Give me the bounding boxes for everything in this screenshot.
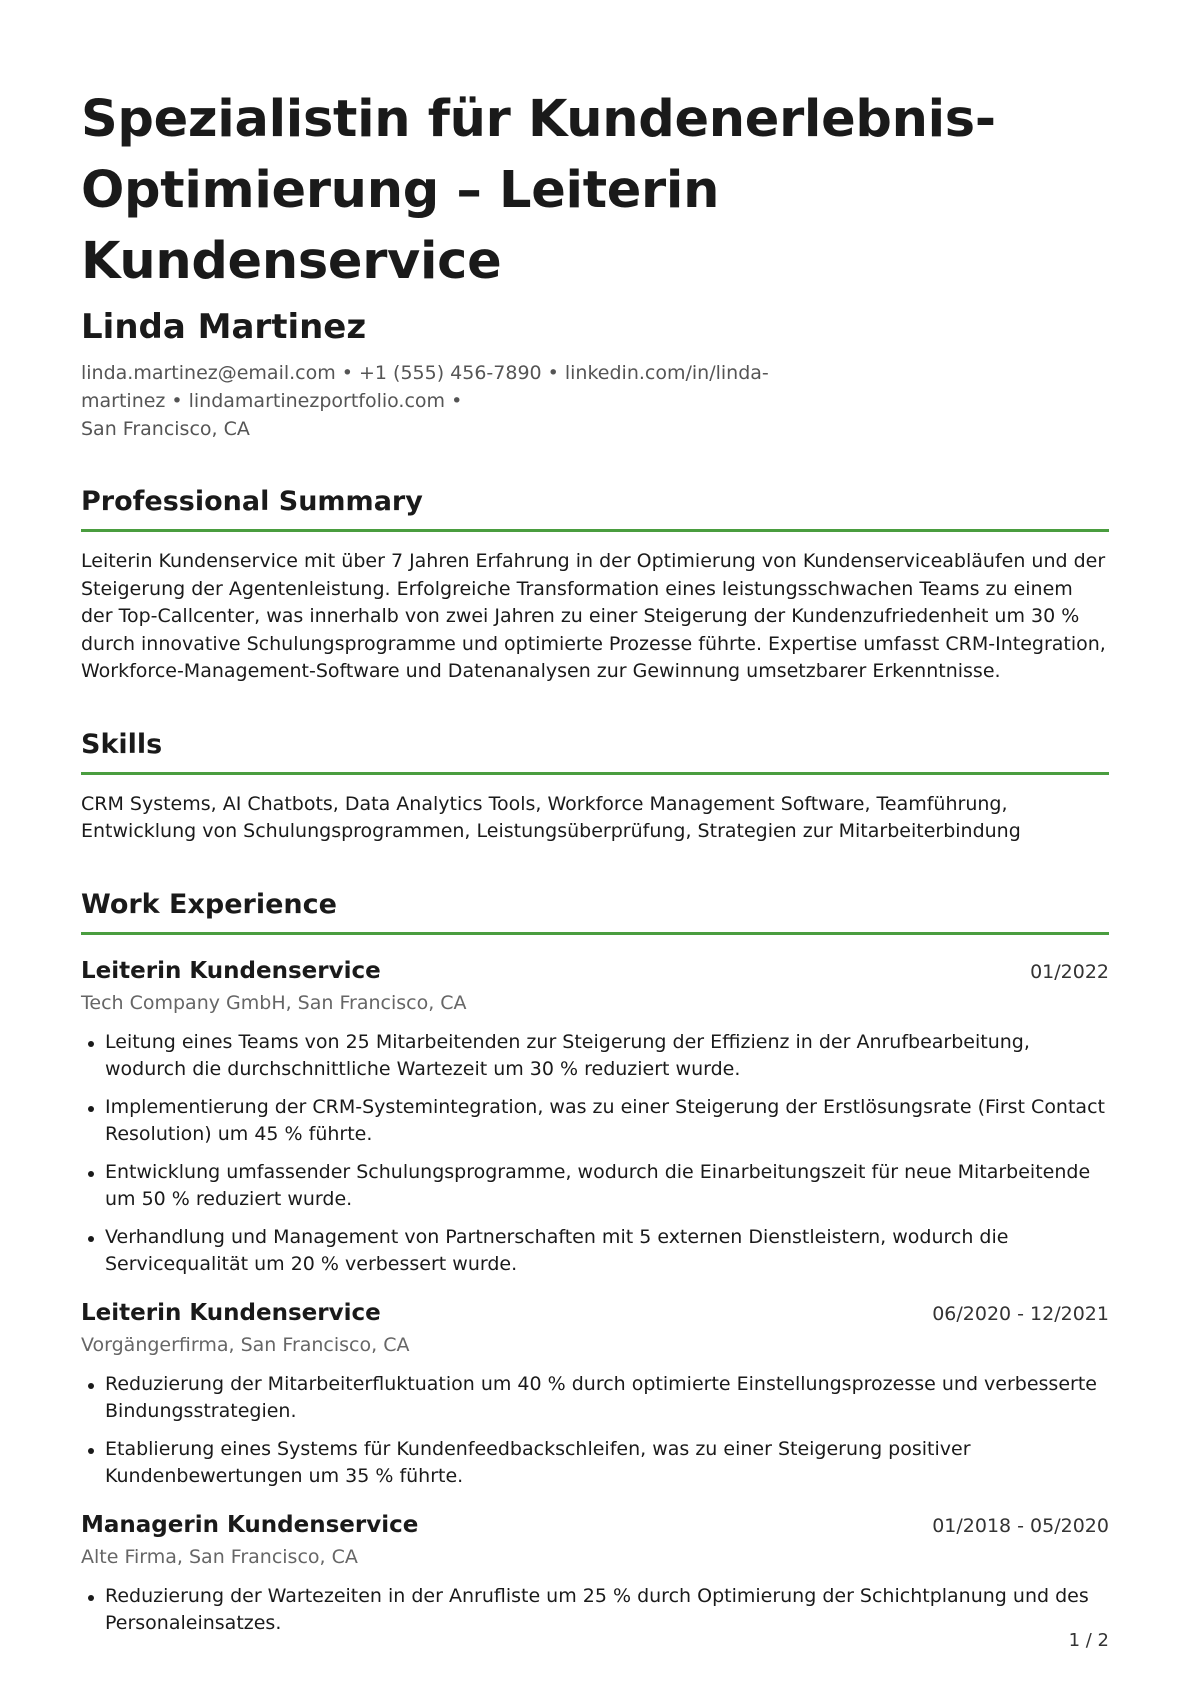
job-bullet: Leitung eines Teams von 25 Mitarbeitenden zur Steigerung der Effizienz in der Anrufbearbeitung, wodurch die durchschnittliche Wartezeit um 30 % reduziert wurde. <box>81 1029 1109 1084</box>
experience-section <box>81 886 1109 1638</box>
job-company: Alte Firma, San Francisco, CA <box>81 1545 358 1568</box>
job-company: Vorgängerfirma, San Francisco, CA <box>81 1333 410 1356</box>
contact-phone[interactable]: +1 (555) 456-7890 <box>358 362 542 384</box>
contact-separator: • <box>171 390 183 412</box>
job-entry <box>81 955 1109 1279</box>
job-date: 06/2020 - 12/2021 <box>932 1302 1109 1325</box>
contact-separator: • <box>547 362 559 384</box>
section-heading-experience: Work Experience <box>81 886 1109 935</box>
job-entry <box>81 1297 1109 1491</box>
contact-email[interactable]: linda.martinez@email.com <box>81 362 336 384</box>
contact-linkedin[interactable]: linkedin.com/in/linda-martinez <box>81 362 769 412</box>
job-title: Leiterin Kundenservice <box>81 957 381 984</box>
page-number: 1 / 2 <box>1068 1630 1109 1651</box>
job-bullets <box>81 1029 1109 1279</box>
summary-section <box>81 483 1109 686</box>
resume-title: Spezialistin für Kundenerlebnis-Optimierung – Leiterin Kundenservice <box>81 90 996 291</box>
job-bullet: Reduzierung der Wartezeiten in der Anrufliste um 25 % durch Optimierung der Schichtplanung und des Personaleinsatzes. <box>81 1583 1109 1638</box>
job-entry <box>81 1509 1109 1638</box>
contact-info <box>81 359 1109 443</box>
candidate-name: Linda Martinez <box>81 307 367 347</box>
job-bullet: Reduzierung der Mitarbeiterfluktuation um 40 % durch optimierte Einstellungsprozesse und verbesserte Bindungsstrategien. <box>81 1371 1109 1426</box>
contact-separator: • <box>451 390 463 412</box>
job-title: Leiterin Kundenservice <box>81 1299 381 1326</box>
job-title: Managerin Kundenservice <box>81 1511 419 1538</box>
skills-text: CRM Systems, AI Chatbots, Data Analytics Tools, Workforce Management Software, Teamführung, Entwicklung von Schulungsprogrammen, Leistungsüberprüfung, Strategien zur Mitarbeiterbindung <box>81 792 1021 842</box>
contact-location: San Francisco, CA <box>81 418 250 440</box>
job-bullet: Etablierung eines Systems für Kundenfeedbackschleifen, was zu einer Steigerung positiver Kundenbewertungen um 35 % führte. <box>81 1436 1109 1491</box>
job-company: Tech Company GmbH, San Francisco, CA <box>81 991 467 1014</box>
job-date: 01/2022 <box>1030 960 1109 983</box>
skills-section <box>81 726 1109 846</box>
job-date: 01/2018 - 05/2020 <box>932 1514 1109 1537</box>
job-bullets <box>81 1583 1109 1638</box>
job-bullet: Verhandlung und Management von Partnerschaften mit 5 externen Dienstleistern, wodurch die Servicequalität um 20 % verbessert wurde. <box>81 1224 1109 1279</box>
job-bullets <box>81 1371 1109 1491</box>
summary-text: Leiterin Kundenservice mit über 7 Jahren Erfahrung in der Optimierung von Kundenserviceabläufen und der Steigerung der Agentenleistung. Erfolgreiche Transformation eines leistungsschwachen Teams zu einem der Top-Callcenter, was innerhalb von zwei Jahren zu einer Steigerung der Kundenzufriedenheit um 30 % durch innovative Schulungsprogramme und optimierte Prozesse führte. Expertise umfasst CRM-Integration, Workforce-Management-Software und Datenanalysen zur Gewinnung umsetzbarer Erkenntnisse. <box>81 550 1106 682</box>
job-bullet: Implementierung der CRM-Systemintegration, was zu einer Steigerung der Erstlösungsrate (First Contact Resolution) um 45 % führte. <box>81 1094 1109 1149</box>
section-heading-summary: Professional Summary <box>81 483 1109 532</box>
section-heading-skills: Skills <box>81 726 1109 775</box>
contact-portfolio[interactable]: lindamartinezportfolio.com <box>188 390 446 412</box>
job-bullet: Entwicklung umfassender Schulungsprogramme, wodurch die Einarbeitungszeit für neue Mitarbeitende um 50 % reduziert wurde. <box>81 1159 1109 1214</box>
contact-separator: • <box>341 362 353 384</box>
